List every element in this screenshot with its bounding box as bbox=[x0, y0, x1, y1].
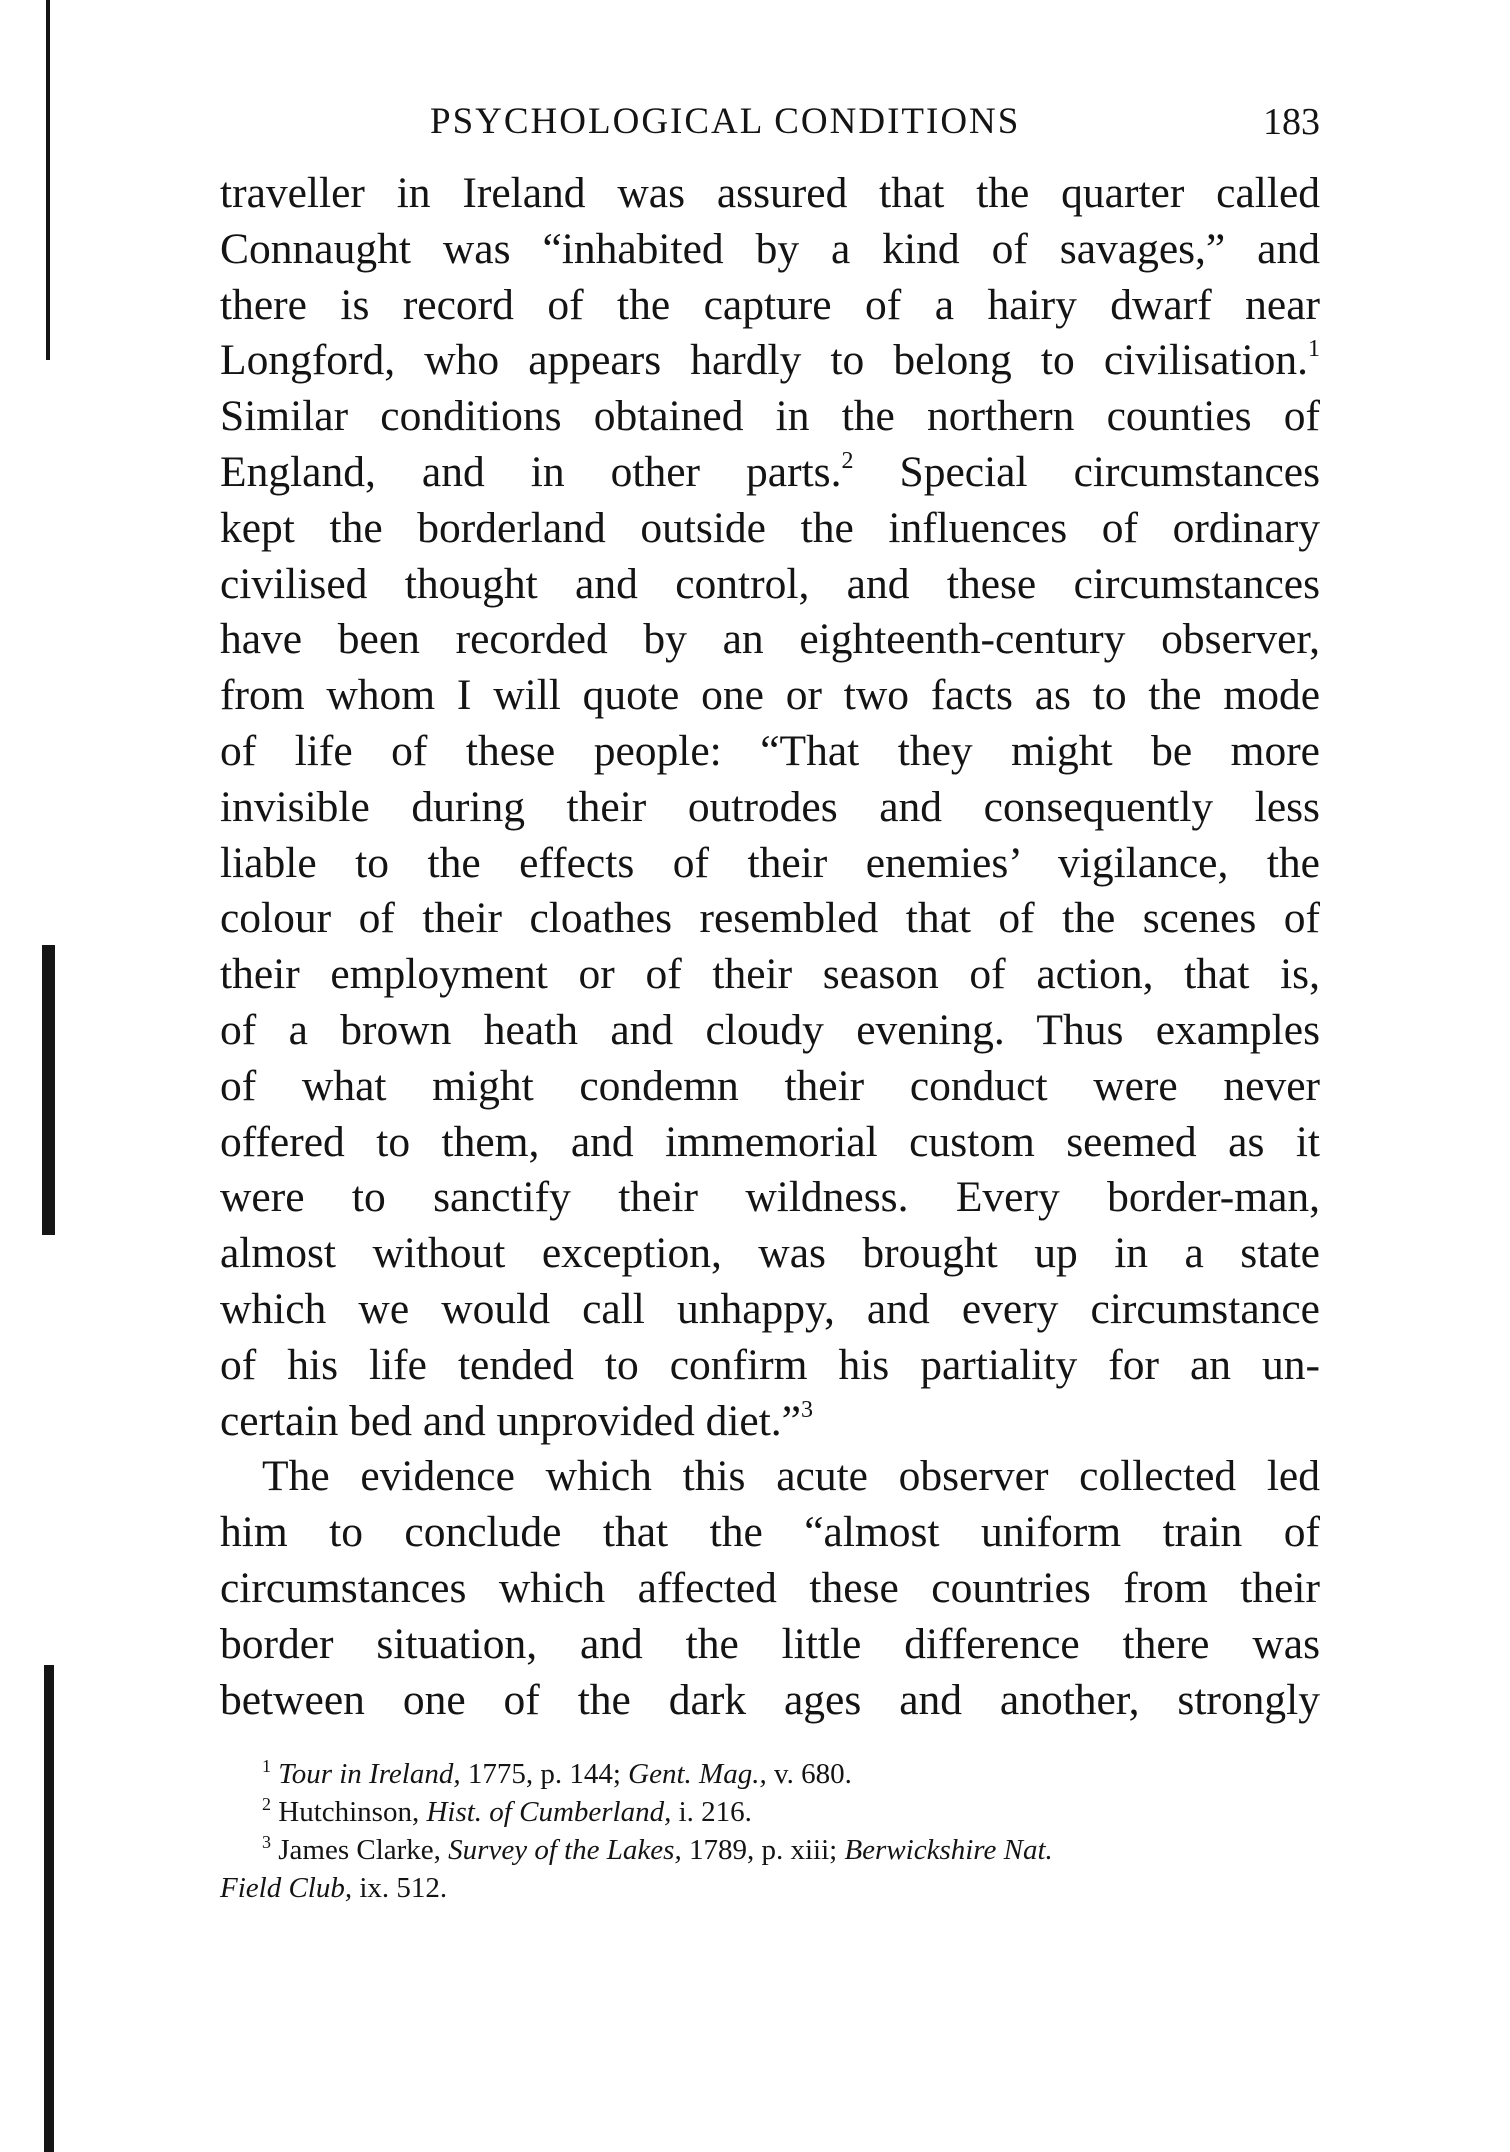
binding-shadow-middle bbox=[42, 945, 55, 1235]
running-head bbox=[220, 96, 1320, 166]
text-line: liable to the effects of their enemies’ vigilance, the bbox=[220, 838, 1320, 887]
text-line: England, and in other parts. bbox=[220, 447, 842, 496]
paragraph-start-line: The evidence which this acute observer collected led bbox=[262, 1452, 1320, 1501]
footnote-3-continued bbox=[220, 1869, 1320, 1907]
text-line: almost without exception, was brought up in a state bbox=[220, 1229, 1320, 1278]
text-line: circumstances which affected these countries from their bbox=[220, 1563, 1320, 1612]
note-ref-3: 3 bbox=[800, 1396, 813, 1423]
text-line: kept the borderland outside the influences of ordinary bbox=[220, 503, 1320, 552]
text-line: Special circumstances bbox=[899, 447, 1320, 496]
text-line: certain bed and unprovided diet.” bbox=[220, 1396, 801, 1445]
text-line-with-note-3 bbox=[220, 1394, 1320, 1450]
text-line: colour of their cloathes resembled that of the scenes of bbox=[220, 894, 1320, 943]
text-line: traveller in Ireland was assured that the quarter called bbox=[220, 169, 1320, 217]
text-line-with-note-2 bbox=[220, 445, 1320, 501]
binding-shadow-top bbox=[46, 0, 50, 360]
footnote-title: Field Club, bbox=[220, 1872, 353, 1904]
footnote-3 bbox=[220, 1831, 1320, 1869]
footnote-title: Hist. of Cumberland, bbox=[426, 1796, 672, 1828]
footnote-title: Berwickshire Nat. bbox=[844, 1834, 1053, 1866]
footnote-marker: 1 bbox=[262, 1756, 271, 1776]
text-line: Connaught was “inhabited by a kind of savages,” and bbox=[220, 224, 1320, 273]
text-line: border situation, and the little difference there was bbox=[220, 1619, 1320, 1668]
text-line: of a brown heath and cloudy evening. Thus examples bbox=[220, 1005, 1320, 1054]
footnote-text: i. 216. bbox=[671, 1796, 752, 1828]
footnote-title: Survey of the Lakes, bbox=[448, 1834, 682, 1866]
footnote-text: v. 680. bbox=[766, 1758, 852, 1790]
text-line: between one of the dark ages and another, strongly bbox=[220, 1675, 1320, 1724]
note-ref-2: 2 bbox=[841, 447, 854, 474]
note-ref-1: 1 bbox=[1308, 336, 1320, 363]
footnote-text: 1775, p. 144; bbox=[460, 1758, 629, 1790]
footnote-text: 1789, p. xiii; bbox=[681, 1834, 845, 1866]
text-line: of what might condemn their conduct were never bbox=[220, 1061, 1320, 1110]
text-line: Longford, who appears hardly to belong to civilisation. bbox=[220, 336, 1308, 385]
text-line: offered to them, and immemorial custom seemed as it bbox=[220, 1117, 1320, 1166]
body-text bbox=[220, 166, 1320, 1728]
book-page bbox=[220, 96, 1320, 1728]
text-line: their employment or of their season of action, that is, bbox=[220, 950, 1320, 999]
footnote-1 bbox=[220, 1755, 1320, 1793]
footnote-text: ix. 512. bbox=[352, 1872, 448, 1904]
text-line: civilised thought and control, and these circumstances bbox=[220, 559, 1320, 608]
text-line: him to conclude that the “almost uniform train of bbox=[220, 1508, 1320, 1557]
text-line: were to sanctify their wildness. Every border-man, bbox=[220, 1173, 1320, 1222]
footnotes bbox=[220, 1755, 1320, 1907]
text-line: which we would call unhappy, and every circumstance bbox=[220, 1284, 1320, 1333]
text-line: there is record of the capture of a hairy dwarf near bbox=[220, 280, 1320, 329]
footnote-marker: 3 bbox=[262, 1832, 271, 1852]
text-line: of his life tended to confirm his partiality for an un- bbox=[220, 1340, 1320, 1389]
footnote-title: Gent. Mag., bbox=[628, 1758, 767, 1790]
text-line: from whom I will quote one or two facts as to the mode bbox=[220, 671, 1320, 720]
footnote-marker: 2 bbox=[262, 1794, 271, 1814]
binding-shadow-lower bbox=[44, 1665, 54, 2152]
footnote-title: Tour in Ireland, bbox=[278, 1758, 461, 1790]
text-line: of life of these people: “That they might be more bbox=[220, 726, 1320, 775]
text-line: invisible during their outrodes and consequently less bbox=[220, 782, 1320, 831]
page-number: 183 bbox=[1263, 101, 1320, 143]
text-line: Similar conditions obtained in the northern counties of bbox=[220, 392, 1320, 441]
running-title: PSYCHOLOGICAL CONDITIONS bbox=[430, 101, 1021, 142]
text-line: have been recorded by an eighteenth-century observer, bbox=[220, 615, 1320, 664]
text-line-with-note-1 bbox=[220, 333, 1320, 389]
footnote-text: Hutchinson, bbox=[278, 1796, 427, 1828]
footnote-text: James Clarke, bbox=[278, 1834, 449, 1866]
footnote-2 bbox=[220, 1793, 1320, 1831]
